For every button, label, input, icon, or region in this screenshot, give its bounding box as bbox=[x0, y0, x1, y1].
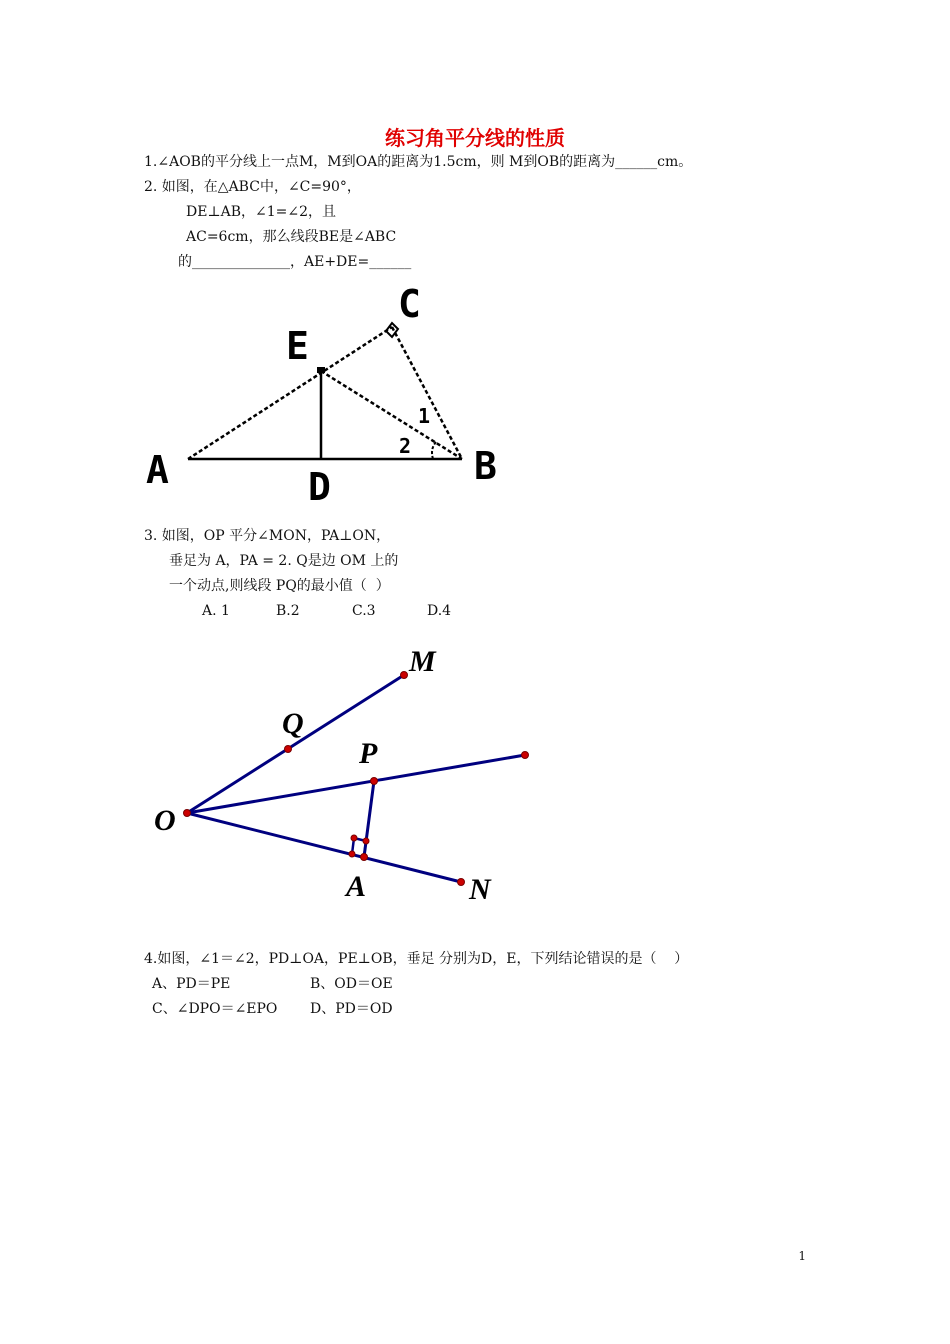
angle-bisector-figure bbox=[150, 640, 540, 910]
label-q: Q bbox=[282, 707, 304, 740]
point-m bbox=[401, 672, 408, 679]
point-o bbox=[184, 810, 191, 817]
page-title: 练习角平分线的性质 bbox=[385, 126, 565, 150]
point-end-op bbox=[522, 752, 529, 759]
question-3-option-b: B.2 bbox=[276, 603, 300, 619]
question-4-option-a: A、PD＝PE bbox=[152, 976, 231, 992]
label-e: E bbox=[286, 324, 309, 368]
label-n: N bbox=[469, 873, 491, 906]
question-3-line-3: 一个动点,则线段 PQ的最小值（ ） bbox=[169, 578, 390, 594]
point-p bbox=[371, 778, 378, 785]
question-4-option-c: C、∠DPO＝∠EPO bbox=[152, 1001, 278, 1017]
label-angle-1: 1 bbox=[418, 404, 431, 428]
question-2-line-2: DE⊥AB，∠1=∠2，且 bbox=[186, 204, 337, 220]
point-e-mark bbox=[317, 367, 325, 373]
point-foot-1 bbox=[349, 851, 355, 857]
ray-op bbox=[187, 755, 525, 813]
question-3-option-c: C.3 bbox=[352, 603, 376, 619]
point-foot-3 bbox=[363, 838, 369, 844]
question-3-option-d: D.4 bbox=[427, 603, 452, 619]
angle-arc-b bbox=[432, 442, 436, 459]
label-d: D bbox=[308, 465, 331, 509]
point-a bbox=[361, 854, 368, 861]
question-3-line-2: 垂足为 A，PA = 2. Q是边 OM 上的 bbox=[169, 553, 399, 569]
question-3-option-a: A. 1 bbox=[202, 603, 230, 619]
point-n bbox=[458, 879, 465, 886]
label-p: P bbox=[359, 737, 378, 770]
question-4-line-1: 4.如图，∠1＝∠2，PD⊥OA，PE⊥OB，垂足 分别为D，E，下列结论错误的是（ ） bbox=[144, 951, 689, 967]
label-o: O bbox=[154, 804, 176, 837]
question-2-line-1: 2. 如图，在△ABC中，∠C=90°， bbox=[144, 179, 361, 195]
label-m: M bbox=[409, 645, 436, 678]
label-a: A bbox=[346, 870, 367, 903]
ray-on bbox=[187, 813, 461, 882]
label-b: B bbox=[474, 444, 497, 488]
question-1: 1.∠AOB的平分线上一点M，M到OA的距离为1.5cm，则 M到OB的距离为______cm。 bbox=[144, 154, 693, 170]
question-3-line-1: 3. 如图，OP 平分∠MON，PA⊥ON， bbox=[144, 528, 391, 544]
question-4-option-d: D、PD＝OD bbox=[310, 1001, 393, 1017]
question-2-line-3: AC=6cm，那么线段BE是∠ABC bbox=[186, 229, 397, 245]
question-2-line-4: 的______________，AE+DE=______ bbox=[178, 254, 412, 270]
segment-eb bbox=[321, 371, 462, 459]
point-q bbox=[285, 746, 292, 753]
triangle-figure bbox=[140, 282, 510, 510]
question-4-option-b: B、OD＝OE bbox=[310, 976, 393, 992]
page-number: 1 bbox=[798, 1249, 806, 1263]
label-a: A bbox=[146, 448, 169, 492]
label-angle-2: 2 bbox=[399, 434, 412, 458]
label-c: C bbox=[398, 282, 421, 326]
point-foot-2 bbox=[351, 835, 357, 841]
